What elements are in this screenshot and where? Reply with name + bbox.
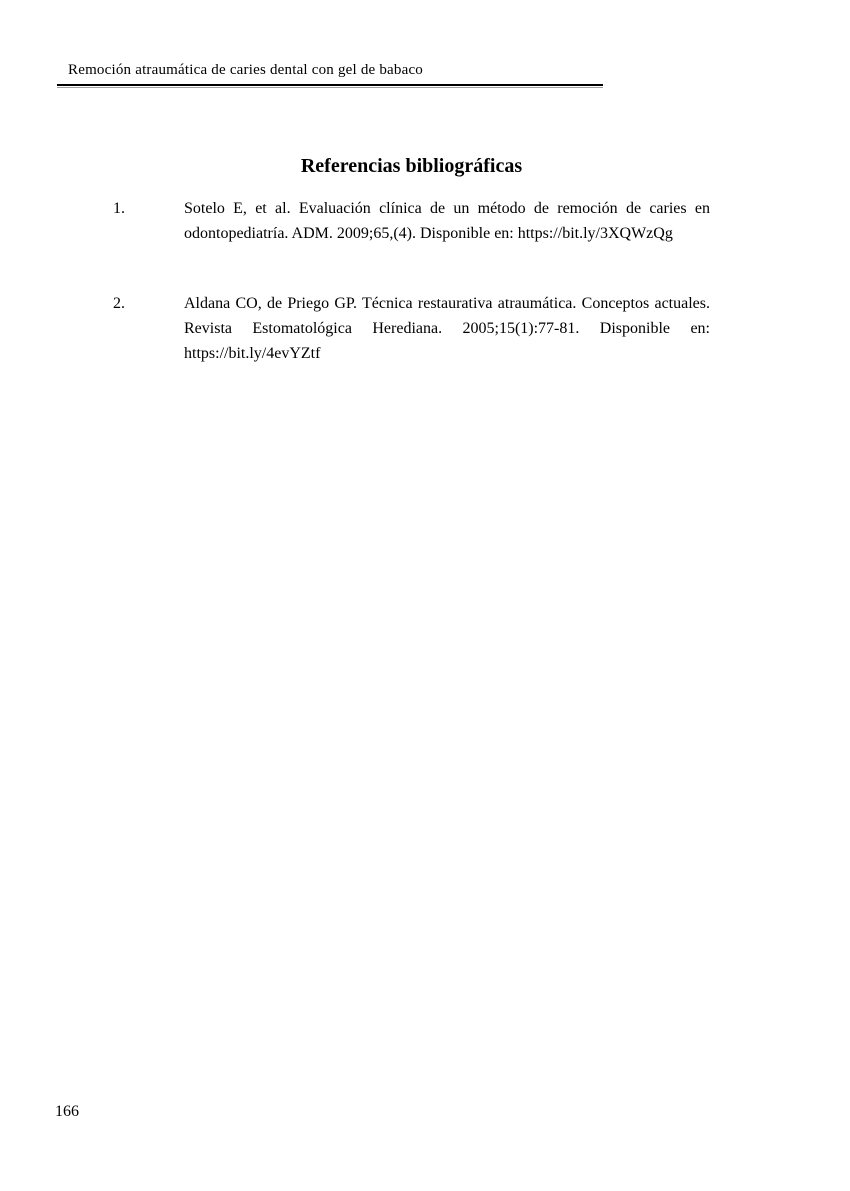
reference-citation: Aldana CO, de Priego GP. Técnica restaurativa atraumática. Conceptos actuales. Revista Estomatológica Herediana. 2005;15(1):77-81. Disponible en: (184, 295, 710, 337)
reference-number: 1. (113, 200, 125, 217)
reference-text (184, 291, 710, 366)
list-item (113, 291, 710, 366)
page-number: 166 (55, 1103, 79, 1120)
references-list (113, 196, 710, 411)
reference-url[interactable]: https://bit.ly/3XQWzQg (517, 225, 673, 242)
page-title: Referencias bibliográficas (300, 155, 523, 177)
reference-citation: Sotelo E, et al. Evaluación clínica de un método de remoción de caries en odontopediatría. ADM. 2009;65,(4). Disponible en: (184, 200, 710, 242)
running-header-title: Remoción atraumática de caries dental con gel de babaco (68, 62, 424, 78)
reference-number: 2. (113, 295, 125, 312)
reference-url[interactable]: https://bit.ly/4evYZtf (184, 345, 321, 362)
list-item (113, 196, 710, 246)
header-rule-thick (57, 84, 603, 86)
reference-text (184, 196, 710, 246)
header-rule-thin (57, 87, 603, 88)
